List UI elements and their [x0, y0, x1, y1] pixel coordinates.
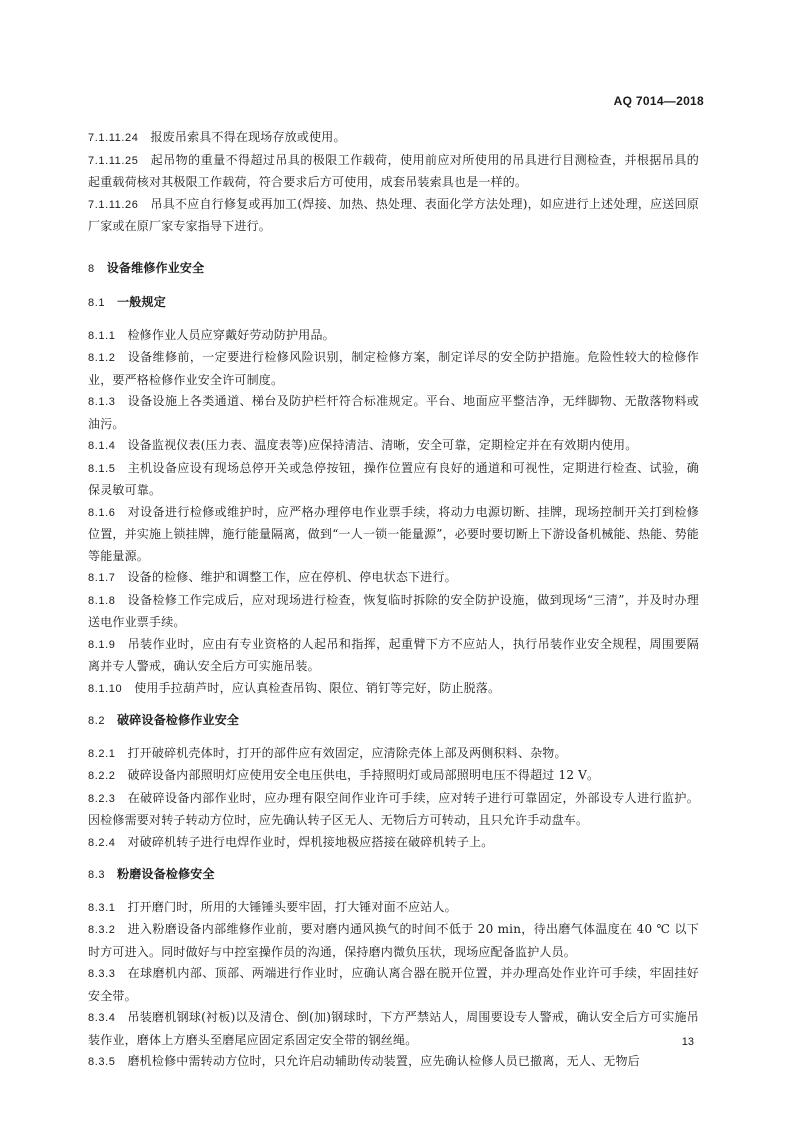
- clause-text: 打开破碎机壳体时，打开的部件应有效固定，应清除壳体上部及两侧积料、杂物。: [127, 745, 567, 760]
- clause-paragraph: [88, 391, 699, 435]
- clause-number: 8: [88, 262, 95, 275]
- clause-number: 8.3.1: [88, 901, 116, 914]
- clause-text: 在破碎设备内部作业时，应办理有限空间作业许可手续，应对转子进行可靠固定，外部设专人进行监护。因检修需要对转子转动方位时，应先确认转子区无人、无物后方可转动，且只允许手动盘车。: [88, 790, 699, 827]
- clause-text: 吊装作业时，应由有专业资格的人起吊和指挥，起重臂下方不应站人，执行吊装作业安全规程，周围要隔离并专人警戒，确认安全后方可实施吊装。: [88, 636, 699, 673]
- clause-text: 起吊物的重量不得超过吊具的极限工作载荷，使用前应对所使用的吊具进行目测检查，并根据吊具的起重载荷核对其极限工作载荷，符合要求后方可使用，成套吊装索具也是一样的。: [88, 152, 699, 189]
- section-heading: [88, 710, 699, 733]
- clause-number: 8.1.7: [88, 572, 116, 584]
- clause-number: 8.1.6: [88, 506, 116, 519]
- clause-number: 8.2.4: [88, 836, 116, 849]
- clause-paragraph: [88, 743, 699, 766]
- clause-paragraph: [88, 765, 699, 788]
- chapter-heading: [88, 258, 699, 281]
- clause-paragraph: [88, 590, 699, 634]
- clause-text: 检修作业人员应穿戴好劳动防护用品。: [127, 327, 335, 342]
- clause-text: 设备监视仪表(压力表、温度表等)应保持清洁、清晰，安全可靠，定期检定并在有效期内使用。: [127, 438, 638, 452]
- clause-number: 8.2.1: [88, 747, 116, 760]
- clause-number: 8.2.2: [88, 770, 116, 782]
- clause-paragraph: [88, 788, 699, 832]
- clause-number: 8.1.1: [88, 329, 116, 342]
- clause-text: 破碎设备检修作业安全: [117, 713, 240, 727]
- clause-paragraph: [88, 435, 699, 458]
- clause-text: 破碎设备内部照明灯应使用安全电压供电，手持照明灯或局部照明电压不得超过 12 V。: [127, 768, 600, 782]
- clause-number: 8.1.8: [88, 594, 116, 607]
- clause-paragraph: [88, 194, 699, 238]
- clause-text: 设备的检修、维护和调整工作，应在停机、停电状态下进行。: [127, 570, 457, 584]
- clause-number: 8.3.2: [88, 924, 116, 936]
- clause-number: 7.1.11.26: [88, 198, 139, 211]
- clause-paragraph: [88, 127, 699, 150]
- clause-text: 在球磨机内部、顶部、两端进行作业时，应确认离合器在脱开位置，并办理高处作业许可手续，牢固挂好安全带。: [88, 966, 699, 1003]
- clause-number: 7.1.11.24: [88, 132, 139, 144]
- clause-text: 报废吊索具不得在现场存放或使用。: [150, 130, 346, 144]
- clause-paragraph: [88, 634, 699, 678]
- clause-paragraph: [88, 325, 699, 348]
- clause-number: 8.3: [88, 869, 106, 881]
- document-body: [88, 127, 699, 1074]
- clause-text: 设备维修作业安全: [106, 260, 205, 275]
- clause-text: 一般规定: [117, 295, 166, 309]
- clause-text: 粉磨设备检修安全: [117, 867, 215, 881]
- clause-paragraph: [88, 1051, 699, 1074]
- clause-paragraph: [88, 919, 699, 963]
- clause-number: 8.2: [88, 715, 106, 727]
- clause-number: 8.1.9: [88, 638, 116, 651]
- clause-text: 进入粉磨设备内部维修作业前，要对磨内通风换气的时间不低于 20 min，待出磨气体温度在 40 ℃ 以下时方可进入。同时做好与中控室操作员的沟通，保持磨内微负压状，现场应配备监护人员。: [88, 922, 699, 959]
- clause-text: 吊具不应自行修复或再加工(焊接、加热、热处理、表面化学方法处理)，如应进行上述处理，应送回原厂家或在原厂家专家指导下进行。: [88, 196, 699, 233]
- clause-number: 8.3.5: [88, 1056, 116, 1068]
- clause-text: 设备设施上各类通道、梯台及防护栏杆符合标准规定。平台、地面应平整洁净，无绊脚物、无散落物料或油污。: [88, 394, 699, 431]
- clause-paragraph: [88, 458, 699, 502]
- clause-number: 8.1.5: [88, 462, 116, 475]
- clause-number: 8.1.3: [88, 396, 116, 408]
- clause-paragraph: [88, 897, 699, 920]
- clause-text: 对设备进行检修或维护时，应严格办理停电作业票手续，将动力电源切断、挂牌，现场控制开关打到检修位置，并实施上锁挂牌，施行能量隔离，做到“一人一锁一能量源”，必要时要切断上下游设备机械能、热能、势能等能量源。: [88, 504, 699, 563]
- clause-paragraph: [88, 963, 699, 1007]
- clause-number: 8.1: [88, 297, 106, 309]
- section-heading: [88, 864, 699, 887]
- clause-paragraph: [88, 832, 699, 855]
- clause-paragraph: [88, 1007, 699, 1051]
- standard-code-header: AQ 7014—2018: [613, 94, 704, 108]
- clause-text: 设备检修工作完成后，应对现场进行检查，恢复临时拆除的安全防护设施，做到现场“三清”，并及时办理送电作业票手续。: [88, 592, 699, 629]
- clause-text: 主机设备应设有现场总停开关或急停按钮，操作位置应有良好的通道和可视性，定期进行检查、试验，确保灵敏可靠。: [88, 460, 699, 497]
- clause-number: 8.3.3: [88, 968, 116, 980]
- clause-paragraph: [88, 502, 699, 568]
- clause-paragraph: [88, 567, 699, 590]
- clause-number: 8.1.10: [88, 682, 123, 695]
- clause-text: 磨机检修中需转动方位时，只允许启动辅助传动装置，应先确认检修人员已撤离，无人、无物后: [127, 1054, 640, 1068]
- clause-paragraph: [88, 678, 699, 701]
- clause-number: 8.1.2: [88, 352, 116, 364]
- clause-number: 8.2.3: [88, 792, 116, 805]
- clause-paragraph: [88, 150, 699, 194]
- page-number: 13: [681, 1036, 694, 1048]
- clause-text: 吊装磨机钢球(衬板)以及清仓、倒(加)钢球时，下方严禁站人，周围要设专人警戒，确认安全后方可实施吊装作业，磨体上方磨头至磨尾应固定系固定安全带的钢丝绳。: [88, 1010, 699, 1047]
- clause-text: 对破碎机转子进行电焊作业时，焊机接地极应搭接在破碎机转子上。: [127, 834, 494, 849]
- clause-text: 使用手拉葫芦时，应认真检查吊钩、限位、销钉等完好，防止脱落。: [134, 680, 501, 695]
- clause-number: 7.1.11.25: [88, 154, 139, 167]
- clause-number: 8.3.4: [88, 1012, 116, 1024]
- clause-number: 8.1.4: [88, 440, 116, 452]
- clause-paragraph: [88, 347, 699, 391]
- clause-text: 打开磨门时，所用的大锤锤头要牢固，打大锤对面不应站人。: [127, 899, 457, 914]
- clause-text: 设备维修前，一定要进行检修风险识别，制定检修方案，制定详尽的安全防护措施。危险性较大的检修作业，要严格检修作业安全许可制度。: [88, 350, 699, 387]
- section-heading: [88, 292, 699, 315]
